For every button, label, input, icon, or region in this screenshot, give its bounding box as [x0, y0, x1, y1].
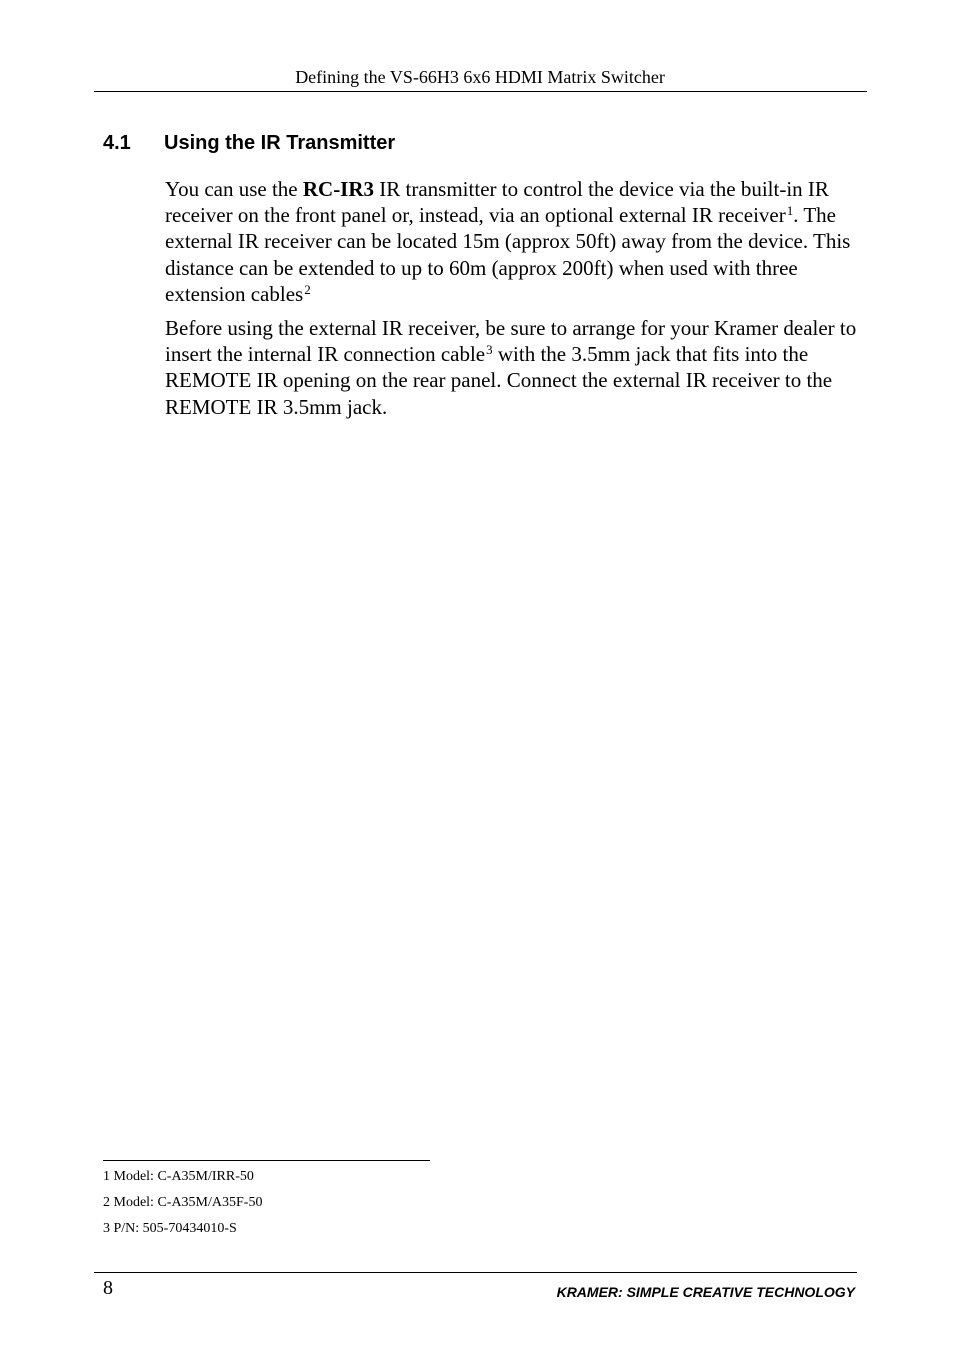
footer-brand: KRAMER: SIMPLE CREATIVE TECHNOLOGY [556, 1284, 855, 1300]
running-header: Defining the VS-66H3 6x6 HDMI Matrix Switcher [295, 67, 665, 87]
footnote-ref-3[interactable]: 3 [486, 342, 493, 358]
footnote-2: 2 Model: C-A35M/A35F-50 [103, 1195, 263, 1210]
paragraph-text: . The external IR receiver can be located 15m (approx 50ft) away from the device. This distance can be extended to up to 60m (approx 200ft) when used with three extension cables [165, 203, 851, 306]
paragraph-text: IR transmitter to control the device via the built-in IR receiver on the front panel or, instead, via an optional external IR receiver [165, 177, 829, 228]
page-number: 8 [103, 1277, 113, 1299]
paragraph-text: Before using the external IR receiver, be sure to arrange for your Kramer dealer to insert the internal IR connection cable [165, 316, 857, 367]
paragraph-text: You can use the [165, 177, 303, 201]
paragraph-ir-transmitter [165, 176, 865, 307]
section-heading [103, 130, 395, 156]
section-title: Using the IR Transmitter [164, 132, 396, 154]
header-divider [94, 91, 867, 92]
footnote-3: 3 P/N: 505-70434010-S [103, 1221, 237, 1236]
section-number: 4.1 [103, 132, 131, 154]
footnote-1: 1 Model: C-A35M/IRR-50 [103, 1169, 254, 1184]
body-text [165, 176, 865, 428]
footnote-divider [103, 1160, 430, 1161]
footnotes [103, 1167, 262, 1245]
paragraph-external-receiver [165, 315, 865, 420]
footnote-ref-2[interactable]: 2 [304, 281, 311, 297]
paragraph-text: with the 3.5mm jack that fits into the REMOTE IR opening on the rear panel. Connect the external IR receiver to the REMOTE IR 3.5mm jack. [165, 342, 833, 419]
product-name: RC-IR3 [302, 177, 375, 201]
footer-divider [94, 1272, 857, 1273]
footnote-ref-1[interactable]: 1 [786, 203, 794, 219]
